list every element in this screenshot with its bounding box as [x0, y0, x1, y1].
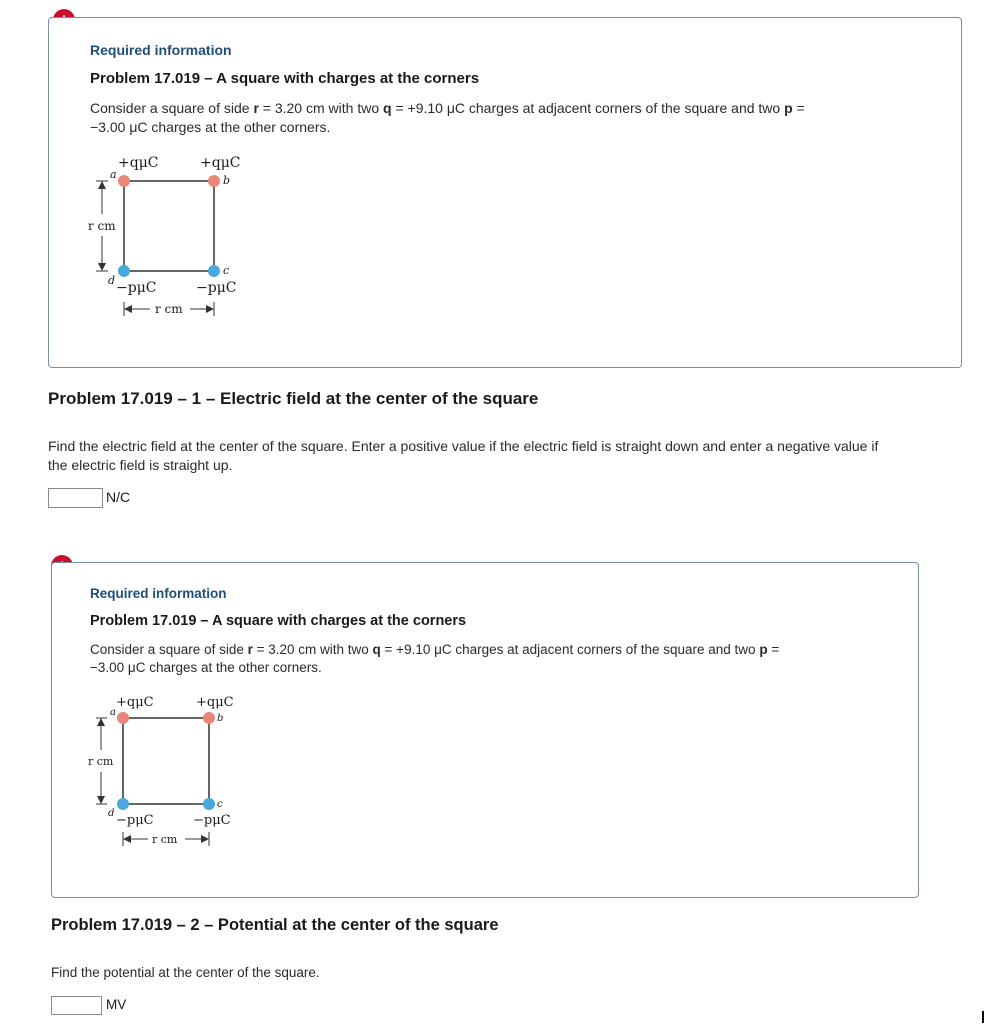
problem-title: Problem 17.019 – A square with charges at the corners	[90, 70, 480, 87]
label-bottom-right: −pμC	[196, 280, 237, 296]
part-1-answer-input[interactable]	[48, 488, 103, 508]
required-info-label: Required information	[90, 586, 227, 601]
corner-c: c	[217, 799, 223, 810]
side-label-horizontal: r cm	[152, 833, 178, 846]
label-top-left: +qμC	[116, 695, 154, 710]
charge-square-diagram	[80, 152, 260, 327]
corner-a: a	[110, 168, 117, 181]
charge-d	[118, 265, 130, 277]
corner-a: a	[110, 707, 116, 718]
corner-b: b	[223, 174, 231, 187]
part-2-title: Problem 17.019 – 2 – Potential at the center of the square	[51, 916, 499, 934]
charge-c	[203, 798, 215, 810]
charge-a	[117, 712, 129, 724]
charge-b	[208, 175, 220, 187]
corner-d: d	[108, 808, 115, 819]
side-label-vertical: r cm	[88, 219, 116, 233]
charge-b	[203, 712, 215, 724]
label-top-right: +qμC	[200, 155, 241, 171]
charge-square-diagram	[80, 692, 250, 857]
corner-b: b	[217, 713, 224, 724]
problem-description: Consider a square of side r = 3.20 cm with two q = +9.10 μC charges at adjacent corners of the square and two p = −3.00 μC charges at the other corners.	[90, 642, 780, 675]
problem-title: Problem 17.019 – A square with charges at the corners	[90, 613, 467, 629]
charge-c	[208, 265, 220, 277]
charge-a	[118, 175, 130, 187]
charge-d	[117, 798, 129, 810]
label-bottom-right: −pμC	[193, 813, 231, 828]
part-2-question: Find the potential at the center of the square.	[51, 965, 320, 980]
label-bottom-left: −pμC	[116, 280, 157, 296]
problem-description: Consider a square of side r = 3.20 cm with two q = +9.10 μC charges at adjacent corners of the square and two p = −3.00 μC charges at the other corners.	[90, 100, 805, 135]
corner-d: d	[108, 274, 116, 287]
side-label-vertical: r cm	[88, 755, 114, 768]
part-1-unit: N/C	[106, 489, 131, 505]
part-2-answer-input[interactable]	[51, 996, 102, 1015]
label-top-left: +qμC	[118, 155, 159, 171]
required-info-label: Required information	[90, 42, 232, 58]
label-bottom-left: −pμC	[116, 813, 154, 828]
part-1-title: Problem 17.019 – 1 – Electric field at the center of the square	[48, 389, 539, 408]
side-label-horizontal: r cm	[155, 302, 183, 316]
part-1-question: Find the electric field at the center of the square. Enter a positive value if the electric field is straight down and enter a negative value if the electric field is straight up.	[48, 438, 879, 473]
part-2-unit: MV	[106, 997, 127, 1012]
corner-c: c	[223, 264, 230, 277]
label-top-right: +qμC	[196, 695, 234, 710]
